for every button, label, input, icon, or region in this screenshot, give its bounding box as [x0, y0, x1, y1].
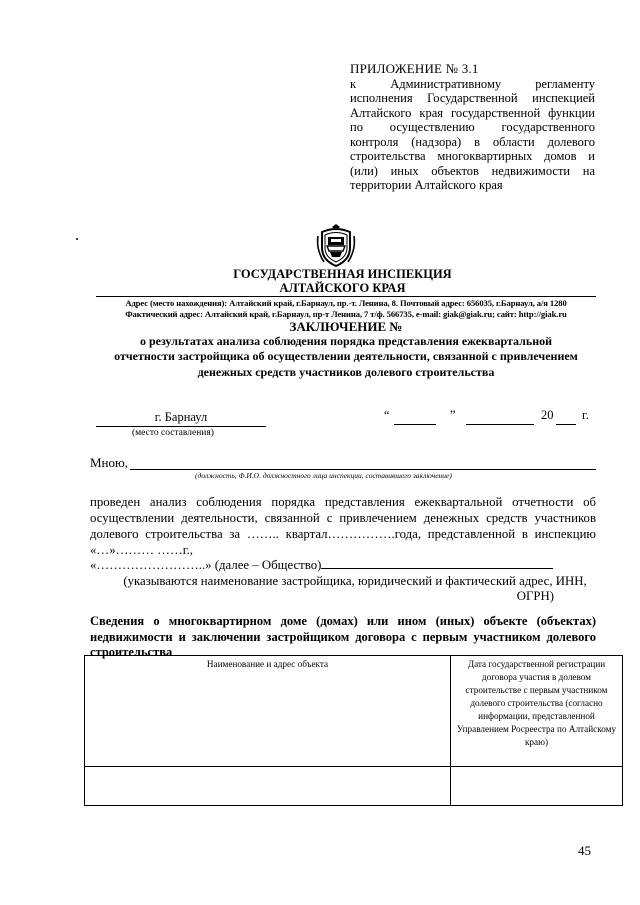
issue-date [384, 408, 604, 426]
header-divider [96, 296, 596, 297]
date-month-blank [466, 408, 534, 425]
org-name-line2: АЛТАЙСКОГО КРАЯ [279, 281, 406, 295]
body-line: проведен анализ соблюдения порядка представления ежеквартальной отчетности об [90, 495, 596, 509]
company-note: (указываются наименование застройщика, юридический и фактический адрес, ИНН, [123, 574, 587, 588]
appendix-block [350, 62, 595, 193]
company-placeholder: «……………………..» (далее – Общество) [90, 558, 322, 572]
actual-address: Фактический адрес: Алтайский край, г.Барнаул, пр-т Ленина, 7 т/ф. 566735, e-mail: giak@giak.ru; сайт: http://giak.ru [125, 309, 567, 319]
document-subject-line1: о результатах анализа соблюдения порядка представления ежеквартальной [139, 334, 553, 348]
column-header-registration-date: Дата государственной регистрации договора участия в долевом строительстве с первым участником долевого строительства (согласно информации, представленной Управлением Росреестра по Алтайскому краю) [451, 656, 623, 767]
place-of-issue: г. Барнаул [96, 410, 266, 427]
place-of-issue-note: (место составления) [132, 428, 214, 438]
body-line: осуществлении деятельности, связанной с привлечением денежных средств участников [90, 511, 596, 525]
by-label: Мною, [90, 455, 128, 470]
page-number: 45 [578, 843, 591, 858]
date-day-blank [394, 408, 436, 425]
coat-of-arms-icon [316, 222, 356, 268]
table-header-row [85, 656, 623, 767]
document-subject-line2: отчетности застройщика об осуществлении деятельности, связанной с привлечением [114, 349, 578, 363]
table-cell [85, 767, 451, 806]
company-note-tail: ОГРН) [516, 589, 554, 603]
document-subject-line3: денежных средств участников долевого строительства [197, 365, 495, 379]
section-heading-line2: недвижимости и заключении застройщиком договора с первым участником долевого [90, 630, 596, 644]
section-heading-line3: строительства [90, 645, 173, 659]
body-line: «…»……… ……г., [90, 543, 193, 557]
company-blank [321, 568, 553, 569]
body-line: долевого строительства за …….. квартал…………….года, представленной в инспекцию [90, 527, 596, 541]
company-line [90, 557, 596, 573]
date-year-suffix: г. [582, 408, 589, 422]
by-note: (должность, Ф.И.О. должностного лица инспекции, составившего заключение) [195, 471, 452, 480]
org-name-line1: ГОСУДАРСТВЕННАЯ ИНСПЕКЦИЯ [233, 267, 452, 281]
scan-speck [76, 238, 78, 240]
by-blank-line [130, 469, 596, 470]
date-open-quote: “ [384, 408, 390, 422]
legal-address: Адрес (место нахождения): Алтайский край, г.Барнаул, пр.-т. Ленина, 8. Почтовый адрес: 656035, г.Барнаул, а/я 1280 [125, 298, 567, 308]
appendix-text: к Административному регламенту исполнения Государственной инспекцией Алтайского края государственной функции по осуществлению государственного контроля (надзора) в области долевого строительства многоквартирных домов и (или) иных объектов недвижимости на территории Алтайского края [350, 76, 595, 192]
table-cell [451, 767, 623, 806]
document-title: ЗАКЛЮЧЕНИЕ № [289, 319, 403, 334]
section-heading-line1: Сведения о многоквартирном доме (домах) или ином (иных) объекте (объектах) [90, 614, 596, 628]
date-year-blank [556, 408, 576, 425]
date-close-quote: ” [450, 408, 456, 422]
object-table [84, 655, 623, 806]
appendix-title: ПРИЛОЖЕНИЕ № 3.1 [350, 61, 479, 76]
column-header-object: Наименование и адрес объекта [85, 656, 451, 767]
table-row [85, 767, 623, 806]
date-year-prefix: 20 [541, 408, 554, 422]
